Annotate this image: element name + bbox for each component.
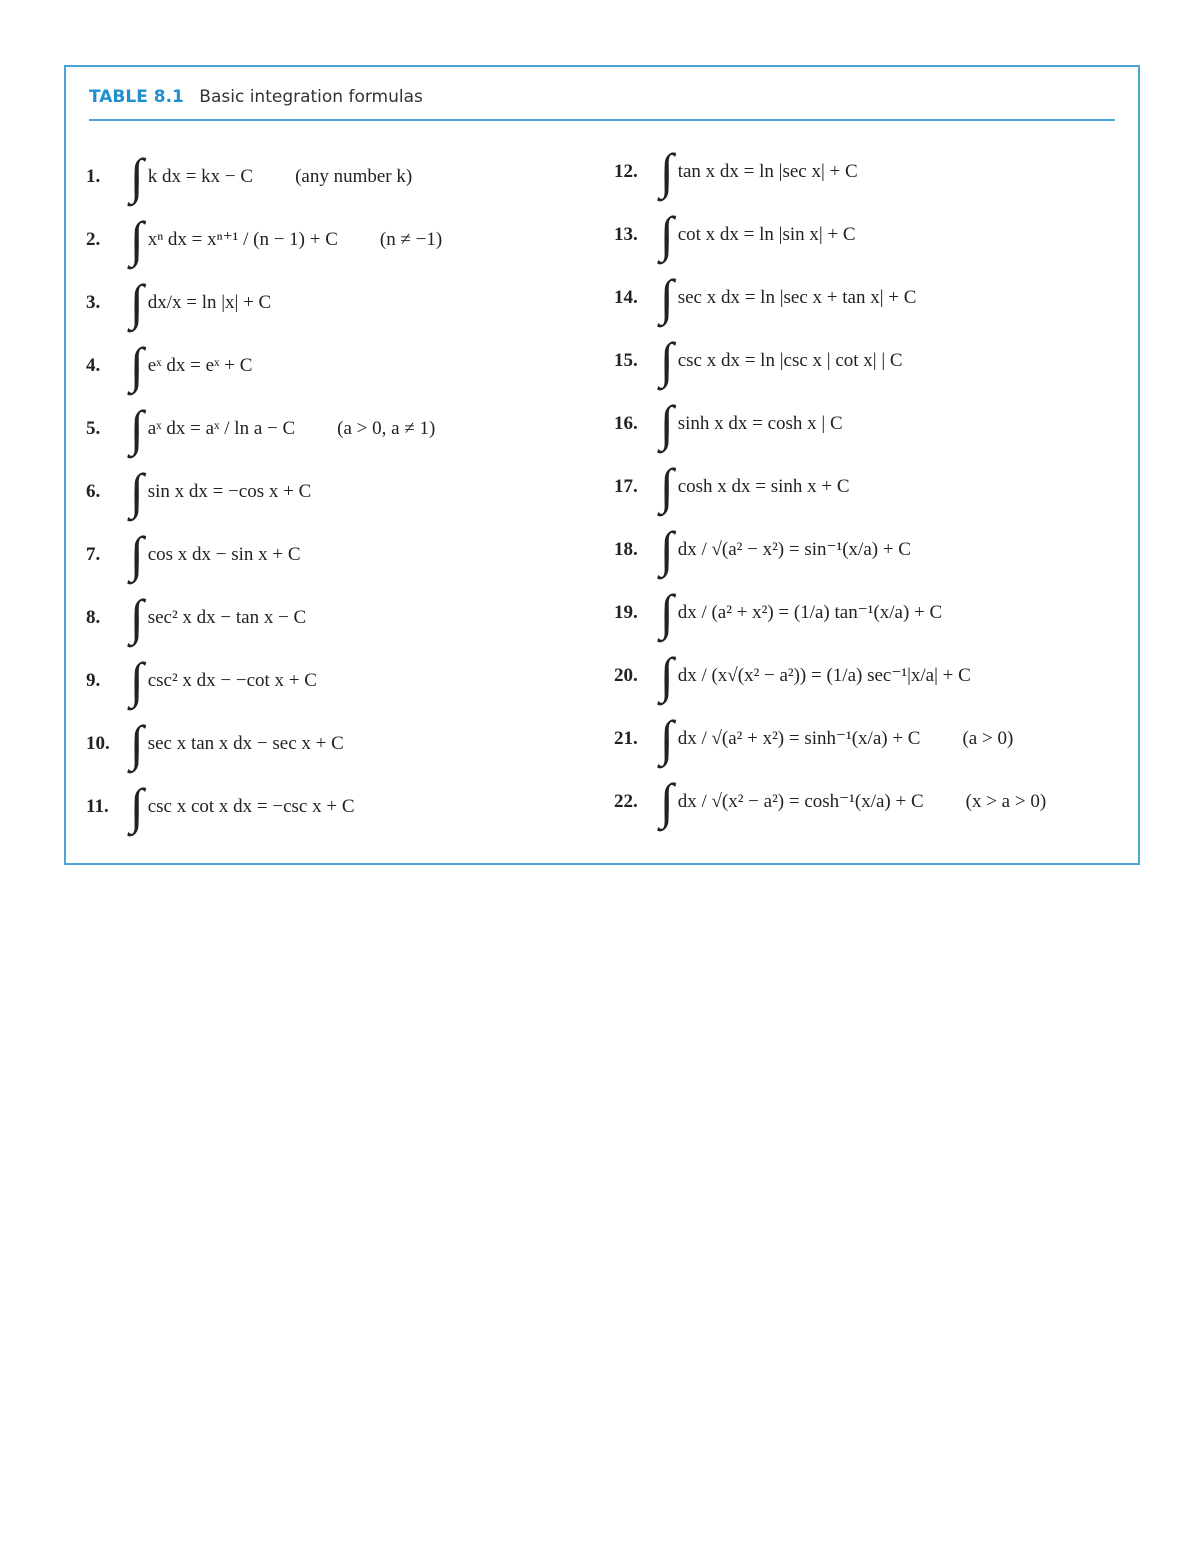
formula-number: 17. <box>614 475 638 497</box>
formula-number: 15. <box>614 349 638 371</box>
formula-expression: aˣ dx = aˣ / ln a − C <box>147 417 296 439</box>
formula-expression: csc x dx = ln |csc x | cot x| | C <box>677 349 903 371</box>
caption-divider <box>89 119 1115 121</box>
integral-sign-icon: ∫ <box>130 210 144 267</box>
formula-row <box>614 140 900 203</box>
formula-number: 7. <box>86 543 101 565</box>
table-caption <box>89 87 423 107</box>
formula-expression: k dx = kx − C <box>147 165 254 187</box>
formula-number: 18. <box>614 538 638 560</box>
formula-number: 6. <box>86 480 101 502</box>
formula-number: 4. <box>86 354 101 376</box>
formula-expression: sec² x dx − tan x − C <box>147 606 307 628</box>
formula-row <box>614 518 953 581</box>
formula-expression: xⁿ dx = xⁿ⁺¹ / (n − 1) + C <box>147 229 338 250</box>
formula-expression: dx / √(a² − x²) = sin⁻¹(x/a) + C <box>677 539 911 560</box>
formula-number: 12. <box>614 160 638 182</box>
formula-expression: sec x dx = ln |sec x + tan x| + C <box>677 286 917 308</box>
formula-expression: dx / (a² + x²) = (1/a) tan⁻¹(x/a) + C <box>677 602 943 623</box>
formula-row <box>614 266 958 329</box>
integral-sign-icon: ∫ <box>660 709 674 766</box>
formula-number: 11. <box>86 795 109 817</box>
integral-sign-icon: ∫ <box>660 583 674 640</box>
formula-number: 20. <box>614 664 638 686</box>
formula-row <box>86 460 353 523</box>
formula-row <box>86 523 343 586</box>
table-title: Basic integration formulas <box>199 87 423 107</box>
formula-row <box>614 707 1013 770</box>
integral-sign-icon: ∫ <box>660 646 674 703</box>
formula-number: 8. <box>86 606 101 628</box>
formula-condition: (any number k) <box>295 165 413 187</box>
formula-expression: eˣ dx = eˣ + C <box>147 354 253 376</box>
formula-number: 13. <box>614 223 638 245</box>
formula-row <box>614 392 885 455</box>
formula-row <box>86 775 397 838</box>
integral-sign-icon: ∫ <box>660 520 674 577</box>
integral-sign-icon: ∫ <box>130 273 144 330</box>
formula-number: 22. <box>614 790 638 812</box>
formula-condition: (a > 0) <box>962 727 1014 749</box>
formula-expression: sec x tan x dx − sec x + C <box>147 732 344 754</box>
formula-row <box>86 586 348 649</box>
formula-row <box>614 644 1013 707</box>
formula-expression: dx / (x√(x² − a²)) = (1/a) sec⁻¹|x/a| + C <box>677 665 971 686</box>
formula-expression: sinh x dx = cosh x | C <box>677 412 843 434</box>
formula-number: 9. <box>86 669 101 691</box>
integral-sign-icon: ∫ <box>660 268 674 325</box>
formula-expression: sin x dx = −cos x + C <box>147 480 312 502</box>
integral-sign-icon: ∫ <box>130 588 144 645</box>
formula-expression: csc² x dx − −cot x + C <box>147 669 317 691</box>
integral-sign-icon: ∫ <box>660 331 674 388</box>
formula-row <box>86 145 412 208</box>
formula-expression: dx / √(x² − a²) = cosh⁻¹(x/a) + C <box>677 791 924 812</box>
formula-number: 16. <box>614 412 638 434</box>
integral-sign-icon: ∫ <box>660 205 674 262</box>
formula-condition: (x > a > 0) <box>965 790 1047 812</box>
formula-row <box>614 329 945 392</box>
formula-number: 1. <box>86 165 101 187</box>
formula-expression: cosh x dx = sinh x + C <box>677 475 850 497</box>
formula-condition: (a > 0, a ≠ 1) <box>337 417 436 439</box>
integral-sign-icon: ∫ <box>130 399 144 456</box>
formula-row <box>614 581 984 644</box>
integral-sign-icon: ∫ <box>130 525 144 582</box>
integral-sign-icon: ∫ <box>130 714 144 771</box>
formula-row <box>86 649 359 712</box>
formula-number: 21. <box>614 727 638 749</box>
integral-sign-icon: ∫ <box>130 147 144 204</box>
formula-number: 2. <box>86 228 101 250</box>
formula-row <box>86 397 435 460</box>
formula-row <box>614 770 1046 833</box>
formula-table <box>64 65 1140 865</box>
formula-expression: csc x cot x dx = −csc x + C <box>147 795 355 817</box>
formula-expression: cos x dx − sin x + C <box>147 543 301 565</box>
integral-sign-icon: ∫ <box>130 336 144 393</box>
formula-condition: (n ≠ −1) <box>379 228 443 250</box>
formula-row <box>86 271 313 334</box>
formula-number: 14. <box>614 286 638 308</box>
formula-expression: tan x dx = ln |sec x| + C <box>677 160 858 182</box>
integral-sign-icon: ∫ <box>660 394 674 451</box>
formula-number: 10. <box>86 732 110 754</box>
formula-row <box>614 203 898 266</box>
integral-sign-icon: ∫ <box>130 777 144 834</box>
formula-expression: cot x dx = ln |sin x| + C <box>677 223 856 245</box>
formula-row <box>86 712 386 775</box>
integral-sign-icon: ∫ <box>130 651 144 708</box>
formula-number: 5. <box>86 417 101 439</box>
integral-sign-icon: ∫ <box>660 772 674 829</box>
formula-row <box>614 455 892 518</box>
integral-sign-icon: ∫ <box>660 142 674 199</box>
formula-row <box>86 208 442 271</box>
formula-number: 19. <box>614 601 638 623</box>
integral-sign-icon: ∫ <box>130 462 144 519</box>
formula-expression: dx/x = ln |x| + C <box>147 291 272 313</box>
formula-expression: dx / √(a² + x²) = sinh⁻¹(x/a) + C <box>677 728 921 749</box>
integral-sign-icon: ∫ <box>660 457 674 514</box>
formula-row <box>86 334 294 397</box>
formula-number: 3. <box>86 291 101 313</box>
table-label: TABLE 8.1 <box>89 87 184 107</box>
